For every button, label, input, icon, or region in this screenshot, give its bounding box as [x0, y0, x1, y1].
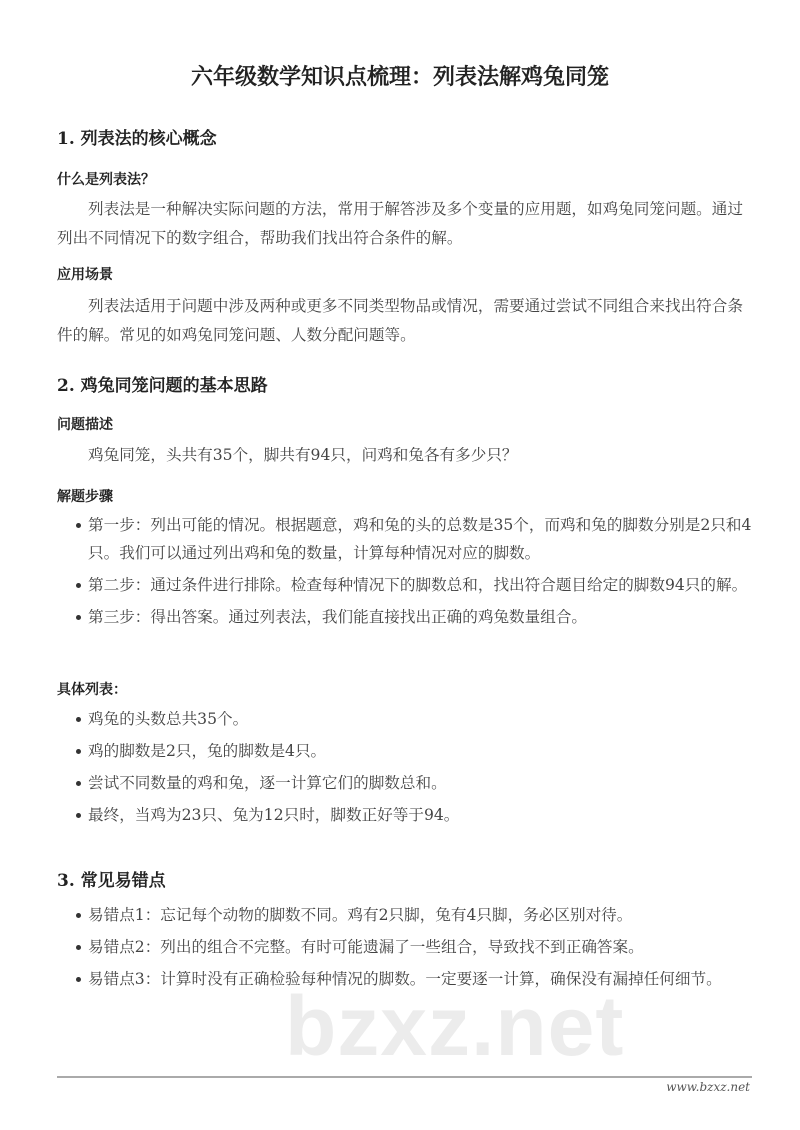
bullet-icon — [76, 523, 81, 528]
steps-list — [57, 511, 757, 631]
list-item — [57, 511, 757, 567]
list-item-text: 易错点1：忘记每个动物的脚数不同。鸡有2只脚，兔有4只脚，务必区别对待。 — [88, 906, 633, 924]
detail-list — [57, 705, 757, 829]
list-item — [57, 603, 757, 631]
list-item-text: 最终，当鸡为23只、兔为12只时，脚数正好等于94。 — [88, 806, 460, 824]
subsection-application-heading: 应用场景 — [57, 267, 113, 283]
application-paragraph: 列表法适用于问题中涉及两种或更多不同类型物品或情况，需要通过尝试不同组合来找出符合条件的解。常见的如鸡兔同笼问题、人数分配问题等。 — [57, 297, 743, 344]
bullet-icon — [76, 781, 81, 786]
document-title: 六年级数学知识点梳理：列表法解鸡兔同笼 — [190, 64, 609, 90]
section-3-heading: 3. 常见易错点 — [57, 871, 166, 891]
bullet-icon — [76, 717, 81, 722]
subsection-what-is-heading: 什么是列表法？ — [57, 172, 155, 188]
bullet-icon — [76, 945, 81, 950]
subsection-steps-heading: 解题步骤 — [57, 489, 113, 505]
list-item — [57, 571, 757, 599]
list-item — [57, 933, 757, 961]
list-item — [57, 705, 757, 733]
list-item — [57, 769, 757, 797]
list-item — [57, 901, 757, 929]
bullet-icon — [76, 813, 81, 818]
section-1-heading: 1. 列表法的核心概念 — [57, 129, 217, 149]
list-item-text: 易错点3：计算时没有正确检验每种情况的脚数。一定要逐一计算，确保没有漏掉任何细节。 — [88, 970, 722, 988]
problem-paragraph: 鸡兔同笼，头共有35个，脚共有94只，问鸡和兔各有多少只？ — [88, 446, 518, 464]
footer-divider — [57, 1076, 752, 1078]
list-item-text: 尝试不同数量的鸡和兔，逐一计算它们的脚数总和。 — [88, 774, 447, 792]
subsection-problem-heading: 问题描述 — [57, 417, 113, 433]
list-item-text: 第一步：列出可能的情况。根据题意，鸡和兔的头的总数是35个，而鸡和兔的脚数分别是2只和4只。我们可以通过列出鸡和兔的数量，计算每种情况对应的脚数。 — [88, 516, 752, 562]
footer-url: www.bzxz.net — [666, 1080, 750, 1094]
section-2-heading: 2. 鸡兔同笼问题的基本思路 — [57, 376, 268, 396]
what-is-paragraph: 列表法是一种解决实际问题的方法，常用于解答涉及多个变量的应用题，如鸡兔同笼问题。通过列出不同情况下的数字组合，帮助我们找出符合条件的解。 — [57, 200, 743, 247]
list-item-text: 鸡的脚数是2只，兔的脚数是4只。 — [88, 742, 327, 760]
list-item-text: 易错点2：列出的组合不完整。有时可能遗漏了一些组合，导致找不到正确答案。 — [88, 938, 644, 956]
bullet-icon — [76, 583, 81, 588]
list-item-text: 鸡兔的头数总共35个。 — [88, 710, 249, 728]
bullet-icon — [76, 615, 81, 620]
list-item-text: 第三步：得出答案。通过列表法，我们能直接找出正确的鸡兔数量组合。 — [88, 608, 588, 626]
bullet-icon — [76, 913, 81, 918]
list-item — [57, 801, 757, 829]
list-item-text: 第二步：通过条件进行排除。检查每种情况下的脚数总和，找出符合题目给定的脚数94只的解。 — [88, 576, 748, 594]
list-item — [57, 737, 757, 765]
watermark: bzxz.net — [285, 979, 625, 1073]
subsection-list-heading: 具体列表： — [57, 682, 127, 698]
bullet-icon — [76, 749, 81, 754]
bullet-icon — [76, 977, 81, 982]
